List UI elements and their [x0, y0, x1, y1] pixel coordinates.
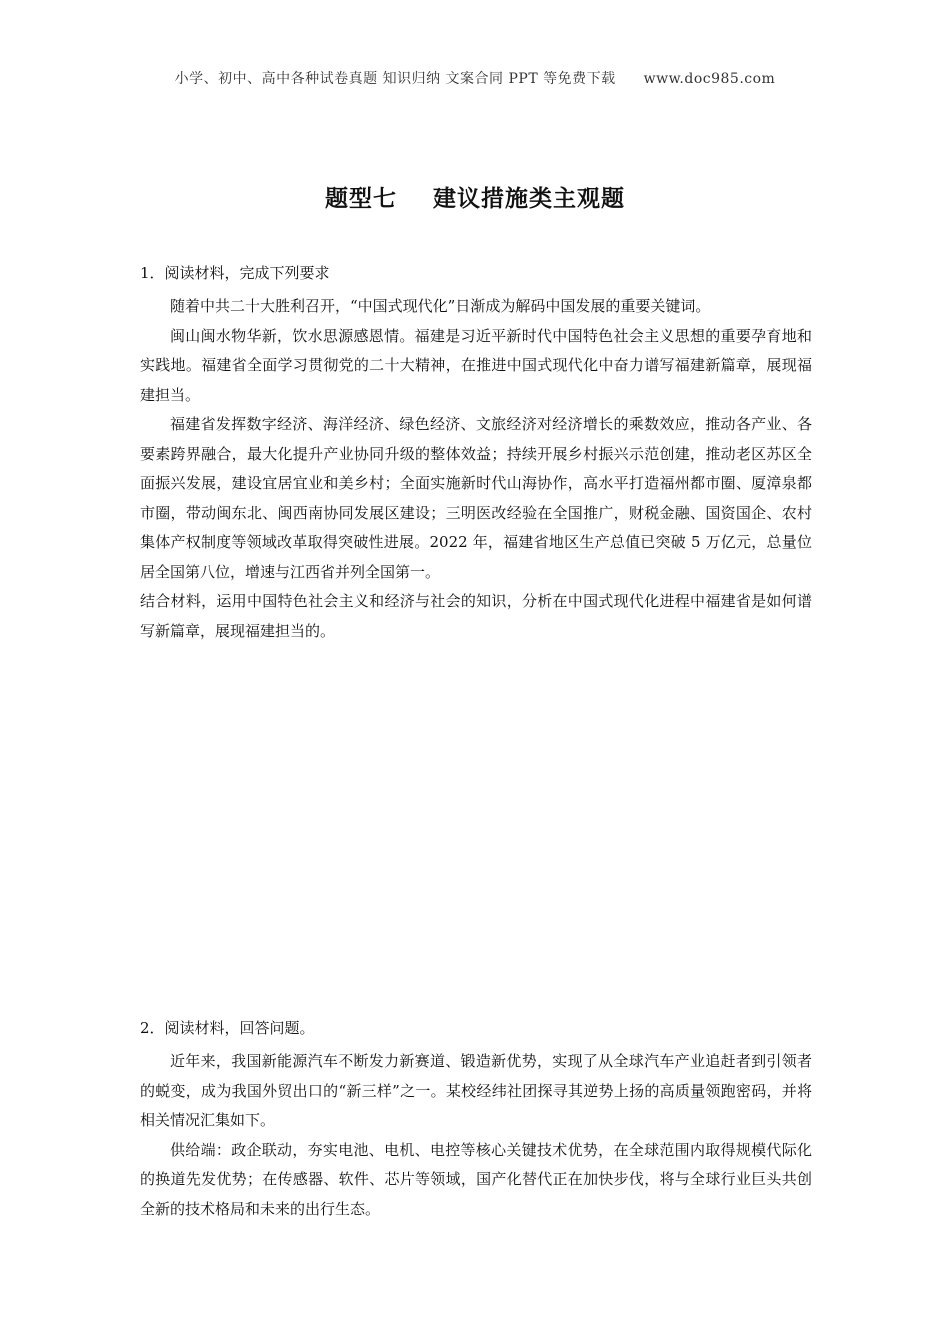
question-1-paragraph: 随着中共二十大胜利召开，“中国式现代化”日渐成为解码中国发展的重要关键词。: [170, 297, 711, 315]
header-text: 小学、初中、高中各种试卷真题 知识归纳 文案合同 PPT 等免费下载: [174, 71, 616, 87]
page-header: [0, 68, 950, 88]
question-1-task: 结合材料，运用中国特色社会主义和经济与社会的知识，分析在中国式现代化进程中福建省是如何谱写新篇章，展现福建担当的。: [140, 592, 812, 640]
question-2-paragraph: 供给端：政企联动，夯实电池、电机、电控等核心关键技术优势，在全球范围内取得规模代际化的换道先发优势；在传感器、软件、芯片等领域，国产化替代正在加快步伐，将与全球行业巨头共创全新的技术格局和未来的出行生态。: [140, 1140, 812, 1218]
page-title: 题型七 建议措施类主观题: [324, 186, 626, 212]
header-site-link[interactable]: www.doc985.com: [643, 71, 776, 87]
question-1-paragraph: 闽山闽水物华新，饮水思源感恩情。福建是习近平新时代中国特色社会主义思想的重要孕育地和实践地。福建省全面学习贯彻党的二十大精神，在推进中国式现代化中奋力谱写福建新篇章，展现福建担当。: [140, 326, 812, 404]
question-1: [140, 262, 812, 646]
question-2: [140, 1017, 812, 1224]
question-1-heading: 1．阅读材料，完成下列要求: [140, 264, 330, 282]
question-2-heading: 2．阅读材料，回答问题。: [140, 1019, 315, 1037]
question-1-paragraph: 福建省发挥数字经济、海洋经济、绿色经济、文旅经济对经济增长的乘数效应，推动各产业、各要素跨界融合，最大化提升产业协同升级的整体效益；持续开展乡村振兴示范创建，推动老区苏区全面振兴发展，建设宜居宜业和美乡村；全面实施新时代山海协作，高水平打造福州都市圈、厦漳泉都市圈，带动闽东北、闽西南协同发展区建设；三明医改经验在全国推广，财税金融、国资国企、农村集体产权制度等领域改革取得突破性进展。2022 年，福建省地区生产总值已突破 5 万亿元，总量位居全国第八位，增速与江西省并列全国第一。: [140, 415, 812, 581]
question-2-paragraph: 近年来，我国新能源汽车不断发力新赛道、锻造新优势，实现了从全球汽车产业追赶者到引领者的蜕变，成为我国外贸出口的“新三样”之一。某校经纬社团探寻其逆势上扬的高质量领跑密码，并将相关情况汇集如下。: [140, 1052, 812, 1129]
